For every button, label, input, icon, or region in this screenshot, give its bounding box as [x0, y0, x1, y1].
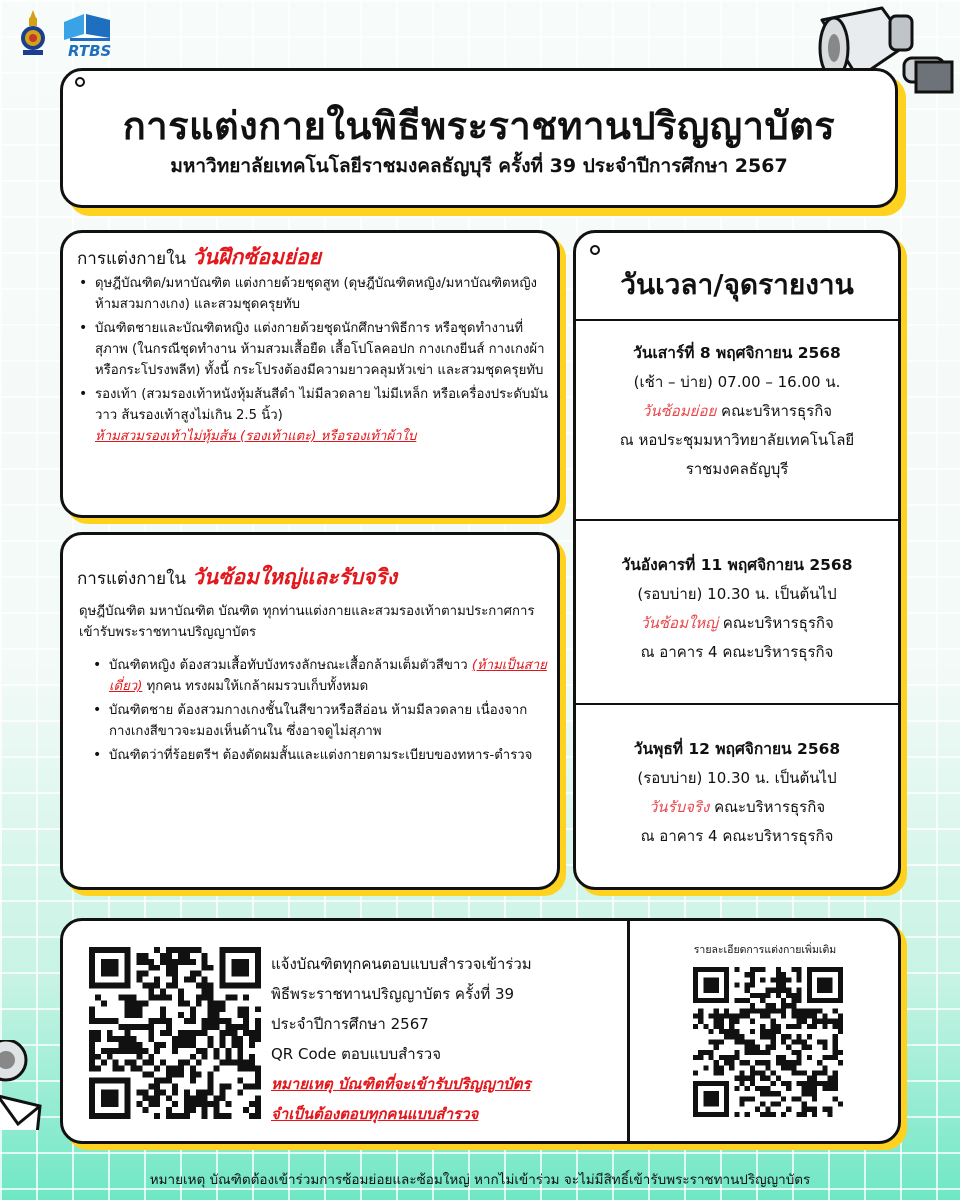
- survey-line: พิธีพระราชทานปริญญาบัตร ครั้งที่ 39: [271, 985, 515, 1003]
- dress-details-qr-code-icon[interactable]: [693, 967, 843, 1117]
- schedule-divider: [576, 319, 898, 321]
- rtbs-logo-text: RTBS: [68, 42, 112, 60]
- schedule-org: คณะบริหารธุรกิจ: [714, 798, 826, 816]
- schedule-time: (เช้า – บ่าย) 07.00 – 16.00 น.: [633, 373, 841, 391]
- list-item: • ดุษฎีบัณฑิต/มหาบัณฑิต แต่งกายด้วยชุดสูท (ดุษฎีบัณฑิตหญิง/มหาบัณฑิตหญิง ห้ามสวมกางเกง) และสวมชุดครุยทับ: [77, 273, 553, 315]
- schedule-event-line: [576, 609, 898, 638]
- female-hair-text: ทุกคน ทรงผมให้เกล้าผมรวบเก็บทั้งหมด: [146, 679, 369, 694]
- schedule-divider: [576, 519, 898, 521]
- survey-line: แจ้งบัณฑิตทุกคนตอบแบบสำรวจเข้าร่วม: [271, 955, 532, 973]
- schedule-date: วันเสาร์ที่ 8 พฤศจิกายน 2568: [633, 344, 841, 362]
- survey-line: ประจำปีการศึกษา 2567: [271, 1015, 429, 1033]
- female-rule-text: บัณฑิตหญิง ต้องสวมเสื้อทับบังทรงลักษณะเสื้อกล้ามเต็มตัวสีขาว: [109, 658, 468, 673]
- schedule-time: (รอบบ่าย) 10.30 น. เป็นต้นไป: [637, 585, 837, 603]
- ceremony-heading-highlight: วันซ้อมใหญ่และรับจริง: [192, 565, 397, 589]
- list-item: • บัณฑิตชาย ต้องสวมกางเกงชั้นในสีขาวหรือสีอ่อน ห้ามมีลวดลาย เนื่องจากกางเกงสีขาวจะมองเห็นด้านใน ซึ่งอาจดูไม่สุภาพ: [91, 700, 549, 742]
- footer-note: หมายเหตุ บัณฑิตต้องเข้าร่วมการซ้อมย่อยและซ้อมใหญ่ หากไม่เข้าร่วม จะไม่มีสิทธิ์เข้ารับพระราชทานปริญญาบัตร: [149, 1172, 811, 1188]
- schedule-block-ceremony: [576, 735, 898, 851]
- schedule-block-rehearsal: [576, 339, 898, 484]
- title-card: [60, 68, 898, 208]
- survey-note: จำเป็นต้องตอบทุกคนแบบสำรวจ: [271, 1105, 479, 1123]
- page-subtitle: มหาวิทยาลัยเทคโนโลยีราชมงคลธัญบุรี ครั้งที่ 39 ประจำปีการศึกษา 2567: [170, 155, 788, 177]
- list-item: • บัณฑิตว่าที่ร้อยตรีฯ ต้องตัดผมสั้นและแต่งกายตามระเบียบของทหาร-ตำรวจ: [91, 745, 549, 766]
- ceremony-heading-prefix: การแต่งกายใน: [77, 569, 186, 589]
- schedule-place: ณ อาคาร 4 คณะบริหารธุรกิจ: [640, 827, 834, 845]
- schedule-place-line2: ราชมงคลธัญบุรี: [685, 460, 789, 478]
- shoe-rule-text: รองเท้า (สวมรองเท้าหนังหุ้มส้นสีดำ ไม่มีลวดลาย ไม่มีเหล็ก หรือเครื่องประดับมันวาว ส้นรองเท้าสูงไม่เกิน 2.5 นิ้ว): [95, 387, 548, 423]
- schedule-org: คณะบริหารธุรกิจ: [722, 614, 834, 632]
- list-item: [91, 655, 549, 697]
- card-dot-decoration: [590, 245, 600, 255]
- schedule-date: วันพุธที่ 12 พฤศจิกายน 2568: [633, 740, 841, 758]
- survey-note: หมายเหตุ บัณฑิตที่จะเข้ารับปริญญาบัตร: [271, 1075, 531, 1093]
- schedule-block-full-rehearsal: [576, 551, 898, 667]
- page-title: การแต่งกายในพิธีพระราชทานปริญญาบัตร: [122, 104, 836, 148]
- survey-line: QR Code ตอบแบบสำรวจ: [271, 1045, 441, 1063]
- ceremony-heading: [77, 561, 397, 594]
- survey-card: [60, 918, 901, 1144]
- rehearsal-heading: [77, 241, 321, 274]
- list-item: • บัณฑิตชายและบัณฑิตหญิง แต่งกายด้วยชุดนักศึกษาพิธีการ หรือชุดทำงานที่สุภาพ (ในกรณีชุดทำงาน ห้ามสวมเสื้อยืด เสื้อโปโลคอปก กางเกงยีนส์ กางเกงผ้า หรือกระโปรงพลีท) ทั้งนี้ กระโปรงต้องมีความยาวคลุมหัวเข่า และสวมชุดครุยทับ: [77, 318, 553, 381]
- survey-qr-code-icon[interactable]: [89, 947, 261, 1119]
- schedule-event: วันรับจริง: [648, 798, 710, 816]
- schedule-heading: วันเวลา/จุดรายงาน: [620, 268, 854, 301]
- ceremony-dress-card: [60, 532, 560, 890]
- schedule-place: ณ หอประชุมมหาวิทยาลัยเทคโนโลยี: [619, 431, 855, 449]
- schedule-event: วันซ้อมใหญ่: [640, 614, 718, 632]
- rehearsal-list: [77, 273, 553, 450]
- shoe-warning-text: ห้ามสวมรองเท้าไม่หุ้มส้น (รองเท้าแตะ) หรือรองเท้าผ้าใบ: [95, 429, 417, 444]
- schedule-date: วันอังคารที่ 11 พฤศจิกายน 2568: [621, 556, 853, 574]
- ceremony-intro-text: ดุษฎีบัณฑิต มหาบัณฑิต บัณฑิต ทุกท่านแต่งกายและสวมรองเท้าตามประกาศการเข้ารับพระราชทานปริญญาบัตร: [79, 604, 535, 640]
- female-warning-text: (ห้ามเป็นสายเดี่ยว): [109, 658, 547, 694]
- ceremony-list: [91, 655, 549, 769]
- rtbs-logo-icon: [60, 12, 120, 62]
- university-seal-icon: [18, 8, 48, 58]
- rehearsal-heading-highlight: วันฝึกซ้อมย่อย: [192, 245, 322, 269]
- envelope-icon: [0, 1040, 44, 1130]
- schedule-card: [573, 230, 901, 890]
- survey-text: [271, 949, 611, 1129]
- schedule-event-line: [576, 397, 898, 426]
- schedule-place: ณ อาคาร 4 คณะบริหารธุรกิจ: [640, 643, 834, 661]
- list-item: [77, 384, 553, 447]
- rehearsal-dress-card: [60, 230, 560, 518]
- schedule-divider: [576, 703, 898, 705]
- schedule-event-line: [576, 793, 898, 822]
- schedule-time: (รอบบ่าย) 10.30 น. เป็นต้นไป: [637, 769, 837, 787]
- card-dot-decoration: [75, 77, 85, 87]
- schedule-org: คณะบริหารธุรกิจ: [721, 402, 833, 420]
- schedule-event: วันซ้อมย่อย: [641, 402, 717, 420]
- rehearsal-heading-prefix: การแต่งกายใน: [77, 249, 186, 269]
- more-info-label: รายละเอียดการแต่งกายเพิ่มเติม: [693, 944, 837, 956]
